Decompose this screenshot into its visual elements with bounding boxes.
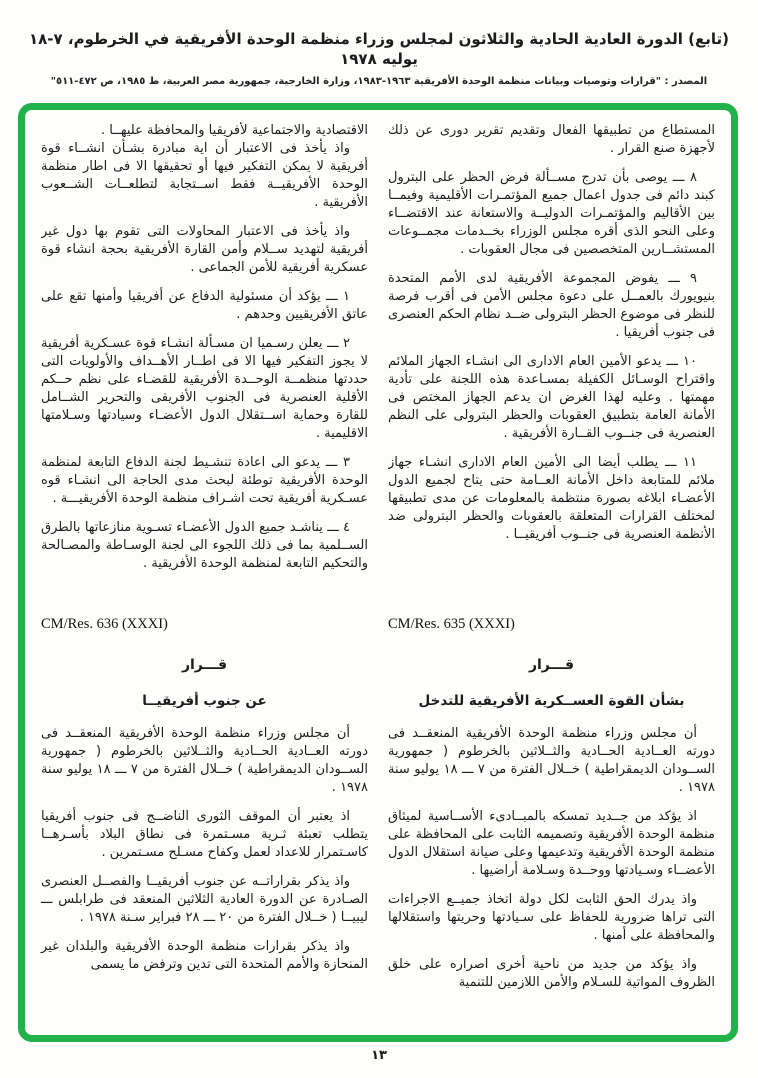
paragraph: أن مجلس وزراء منظمة الوحدة الأفريقية المنعقــد فى دورته العــادية الحــادية والثــلاثين بالخرطوم ( جمهورية الســودان الديمقراطية ) خــلال الفترة من ٧ ـــ ١٨ يوليو سنة ١٩٧٨ . [41,726,369,795]
resolution-ref: CM/Res. 635 (XXXI) [388,616,515,632]
left-column [41,122,368,1027]
paragraph: ٣ ـــ يدعو الى اعادة تنشـيط لجنة الدفاع التابعة لمنظمة الوحدة الأفريقية توطئة لبحث مدى الحاجة الى انشـاء قوه عسـكرية أفريقية تحت اشـراف منظمة الوحدة الأفريقيـــة . [41,455,368,506]
resolution-heading: قـــرار [528,657,575,673]
paragraph: ٤ ـــ يناشـد جميع الدول الأعضـاء تسـوية منازعاتها بالطرق الســلمية بما فى ذلك اللجوء الى لجنة الوسـاطة والمصـالحة والتحكيم التابعة لمنظمة الوحدة الأفريقية . [41,520,368,571]
paragraph: ٩ ـــ يفوض المجموعة الأفريقية لدى الأمم المتحدة بنيويورك بالعمــل على دعوة مجلس الأمن فى أقرب فرصة للنظر فى موضوع الحظر البترولى ضــد نظام الحكم العنصرى فى جنوب أفريقيا . [388,271,715,340]
paragraph: واذ يؤكد من جديد من ناحية أخرى اصراره على خلق الظروف المواتية للسـلام والأمن اللازمين للتنمية [388,957,715,990]
paragraph: ١٠ ـــ يدعو الأمين العام الادارى الى انشـاء الجهاز الملائم واقتراح الوسـائل الكفيلة بمسـاعدة هذه اللجنة على تأدية مهمتها . وعليه لهذا الغرض ان يدعم الجهاز المختص فى الأمانة العامة بتطبيق العقوبات والحظر البترولى على النظم العنصرية فى جنــوب القــارة الأفريقية . [388,354,715,441]
content-frame [18,103,738,1042]
paragraph: واذ يذكر بقرارات منظمة الوحدة الأفريقية والبلدان غير المنحازة والأمم المتحدة التى تدين وترفض ما يسمى [41,939,368,972]
paragraph: اذ يعتبر أن الموقف الثورى الناضــج فى جنوب أفريقيا يتطلب تعبئة ثـرية مسـتمرة فى نطاق البلاد بأسـرهــا كاسـتمرار للاعداد لعمل وكفاح مسـلح مسـتمرين . [41,809,368,860]
resolution-subject: عن جنوب أفريقيــا [142,693,267,709]
paragraph: المستطاع من تطبيقها الفعال وتقديم تقرير دورى عن ذلك لأجهزة صنع القرار . [388,123,715,156]
paragraph: ١ ـــ يؤكد أن مسئولية الدفاع عن أفريقيا وأمنها تقع على عاتق الأفريقيين وحدهم . [41,289,368,322]
resolution-ref: CM/Res. 636 (XXXI) [41,616,168,632]
paragraph: واذ يدرك الحق الثابت لكل دولة اتخاذ جميــع الاجراءات التى تراها ضرورية للحفاظ على سـيادتها وحريتها واستقلالها والمحافظة على أمنها . [388,892,715,943]
paragraph: ٨ ـــ يوصى بأن تدرج مســألة فرض الحظر على البترول كبند دائم فى جدول اعمال جميع المؤتمـرات الأقليمية وفيمــا بين الأقاليم والمؤتمـرات الدوليــة والاستعانة عند الاقتضــاء وعلى النحو الذى أقره مجلس الوزراء بخــدمات مجمــوعات المستشــارين المتخصصين فى مجال العقوبات . [388,170,715,257]
paragraph: ١١ ـــ يطلب أيضا الى الأمين العام الادارى انشـاء جهاز ملائم للمتابعة داخل الأمانة العــامة حتى يتاح لجميع الدول الأعضـاء ابلاغه بصورة منتظمة بالمعلومات عن مدى تطبيقها لمختلف القرارات المتعلقة بالعقوبات والحظر البترولى ضد الأنظمة العنصرية فى جنــوب أفريقيــا . [388,455,715,542]
left-column-top-section [41,122,368,612]
columns-container [41,122,715,1027]
paragraph: اذ يؤكد من جــديد تمسكه بالمبــادىء الأســاسية لميثاق منظمة الوحدة الأفريقية وتصميمه الثابت على المحافظة على منظمة الوحدة الأفريقية وتدعيمها وعلى صيانة استقلال الدول الأعضــاء وسـيادتها ووحــدة وسـلامة أراضيها . [388,809,715,878]
paragraph: واذ يأخذ فى الاعتبار المحاولات التى تقوم بها دول غير أفريقية لتهديد ســلام وأمن القارة الأفريقية بحجة انشاء قوة عسكرية أفريقية للأمن الجماعى . [41,224,368,275]
paragraph: الاقتصادية والاجتماعية لأفريقيا والمحافظة عليهــا . [101,123,368,138]
paragraph: ٢ ـــ يعلن رسـميا ان مسـألة انشـاء قوة عسـكرية أفريقية لا يجوز التفكير فيها الا فى اطــار الأهــداف والأولويات التى حددتها منظمــة الوحــدة الأفريقية للقضـاء على نظم حــكم الأقلية العنصرية فى الجنوب الأفريقى والتحرير الشــامل للقارة وحماية اســتقلال الدول الأعضـاء وسيادتها وسـلامتها الاقليمية . [41,336,368,441]
paragraph: واذ يذكر بقراراتــه عن جنوب أفريقيــا والفصــل العنصرى الصـادرة عن الدورة العادية الثلاثين المنعقد فى طرابلس ـــ ليبيــا ( خــلال الفترة من ٢٠ ـــ ٢٨ فبراير سـنة ١٩٧٨ . [41,874,368,925]
paragraph: واذ يأخذ فى الاعتبار أن اية مبادرة بشـأن انشــاء قوة أفريقية لا يمكن التفكير فيها أو تحقيقها الا فى اطار منظمة الوحدة الأفريقيــة فقط اســتجابة لتطلعــات الشــعوب الأفريقية . [41,141,368,210]
document-header [0,0,758,87]
source-line: المصدر : "قرارات وتوصيات وبيانات منظمة الوحدة الأفريقية ١٩٦٣-١٩٨٣، وزارة الخارجية، جمهورية مصر العربية، ط ١٩٨٥، ص ٤٧٢-٥١١" [50,76,708,87]
resolution-subject: بشأن القوة العســكرية الأفريقية للتدخل [418,693,685,709]
right-column [388,122,715,1027]
page-title: (تابع) الدورة العادية الحادية والثلاثون لمجلس وزراء منظمة الوحدة الأفريقية في الخرطوم، ٧-١٨ يوليه ١٩٧٨ [28,30,730,68]
right-column-top-section [388,122,715,612]
paragraph: أن مجلس وزراء منظمة الوحدة الأفريقية المنعقــد فى دورته العــادية الحــادية والثــلاثين بالخرطوم ( جمهورية الســودان الديمقراطية ) خــلال الفترة من ٧ ـــ ١٨ يوليو سنة ١٩٧٨ . [388,726,716,795]
resolution-heading: قـــرار [181,657,228,673]
page-number: ١٣ [371,1048,387,1063]
